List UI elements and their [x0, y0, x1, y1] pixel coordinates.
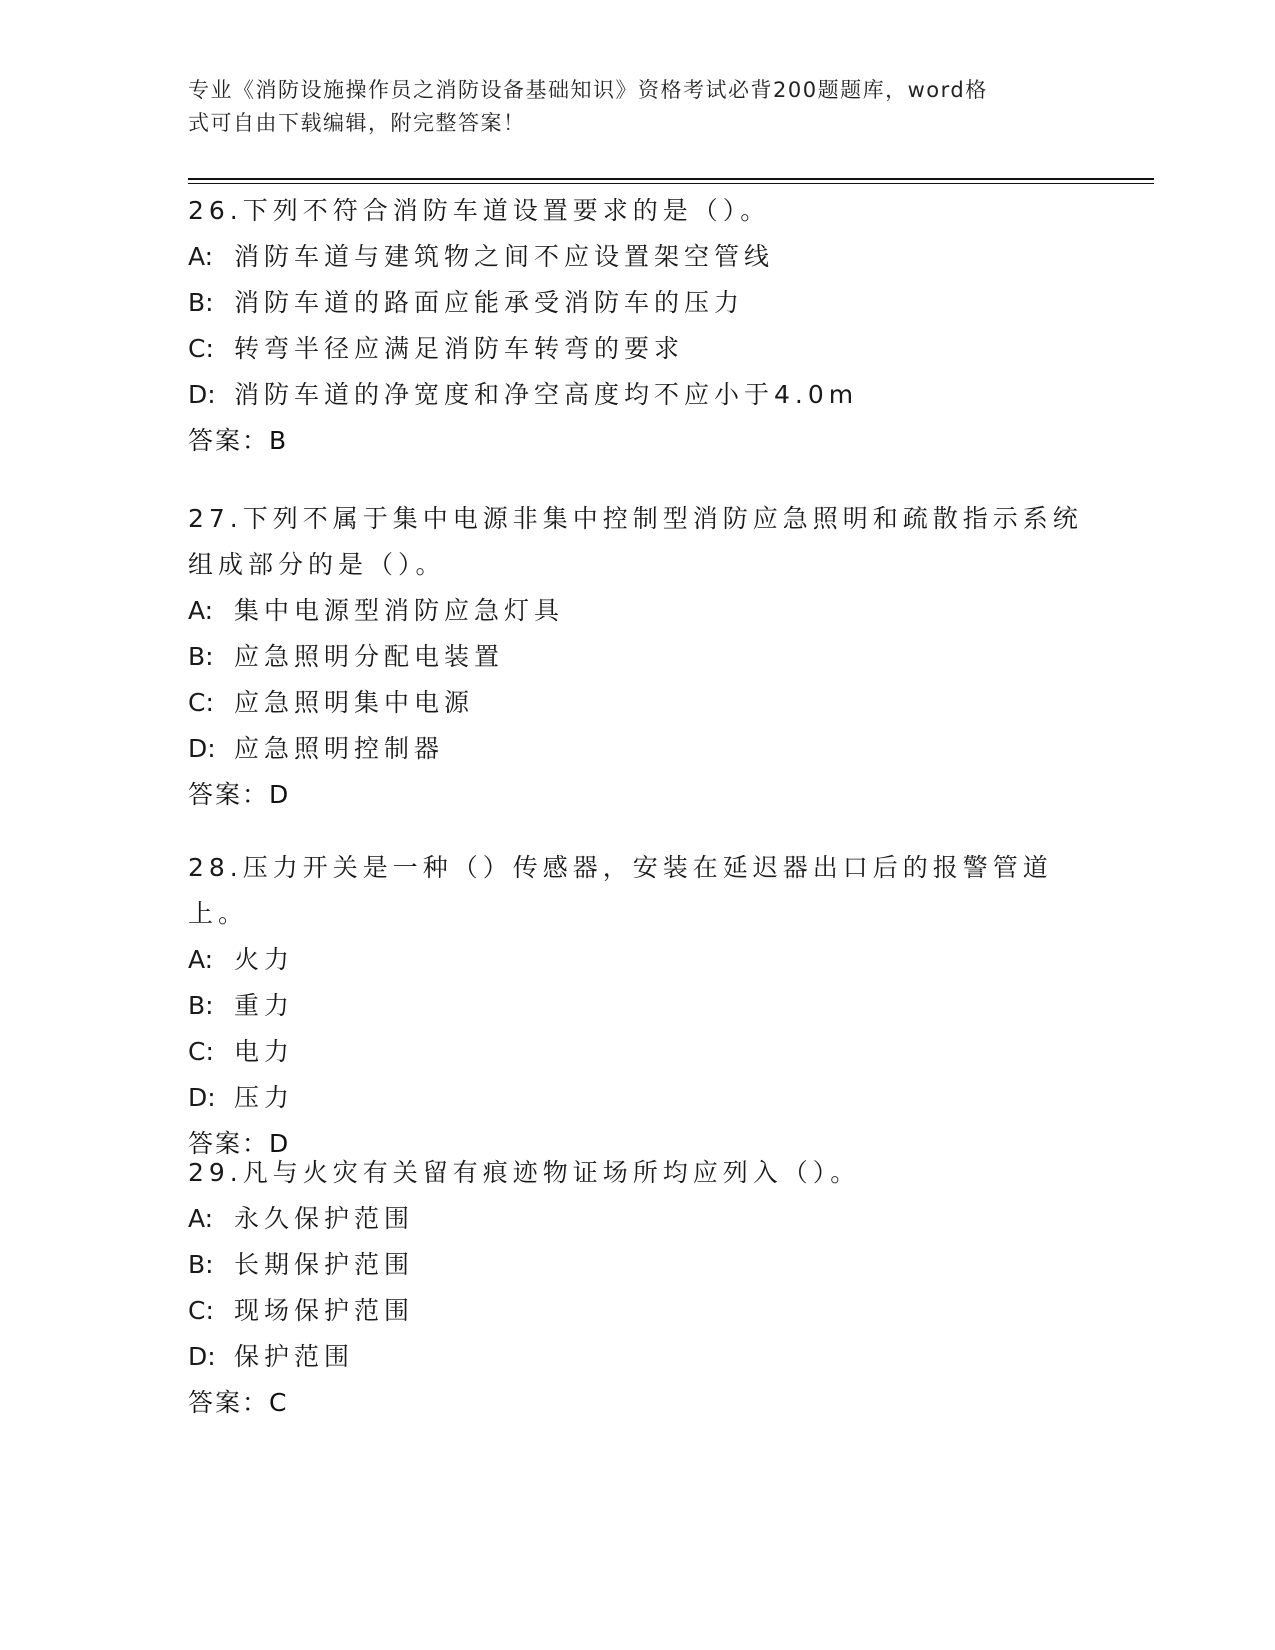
option-a: [188, 1196, 1088, 1242]
header-divider-thin: [188, 183, 1154, 184]
option-text: 重力: [234, 991, 295, 1020]
option-text: 长期保护范围: [234, 1250, 415, 1279]
option-text: 转弯半径应满足消防车转弯的要求: [234, 334, 685, 363]
question-stem: 26.下列不符合消防车道设置要求的是（）。: [188, 196, 771, 225]
option-c: [188, 326, 1088, 372]
option-key: C:: [188, 1296, 214, 1325]
option-key: B:: [188, 1250, 214, 1279]
option-key: A:: [188, 596, 214, 625]
question-stem: 29.凡与火灾有关留有痕迹物证场所均应列入（）。: [188, 1158, 861, 1187]
option-key: D:: [188, 1342, 216, 1371]
answer-label: 答案：D: [188, 780, 291, 809]
option-d: [188, 1334, 1088, 1380]
option-text: 现场保护范围: [234, 1296, 415, 1325]
option-key: C:: [188, 1037, 214, 1066]
option-a: [188, 937, 1088, 983]
option-text: 永久保护范围: [234, 1204, 415, 1233]
header-line-2: 式可自由下载编辑，附完整答案！: [188, 111, 526, 135]
option-key: B:: [188, 991, 214, 1020]
option-b: [188, 983, 1088, 1029]
option-key: B:: [188, 642, 214, 671]
answer-label: 答案：C: [188, 1388, 289, 1417]
option-text: 压力: [234, 1083, 295, 1112]
option-key: D:: [188, 734, 216, 763]
option-d: [188, 1075, 1088, 1121]
option-c: [188, 1288, 1088, 1334]
option-key: A:: [188, 1204, 214, 1233]
option-key: D:: [188, 1083, 216, 1112]
answer-label: 答案：B: [188, 426, 289, 455]
question-28: [188, 845, 1088, 1167]
option-key: A:: [188, 945, 214, 974]
option-key: C:: [188, 688, 214, 717]
option-text: 应急照明集中电源: [234, 688, 475, 717]
option-key: D:: [188, 380, 216, 409]
question-29: [188, 1150, 1088, 1426]
header-line-1: 专业《消防设施操作员之消防设备基础知识》资格考试必背200题题库，word格: [188, 78, 988, 102]
header-divider-thick: [188, 178, 1154, 180]
option-d: [188, 726, 1088, 772]
option-b: [188, 634, 1088, 680]
option-text: 消防车道的路面应能承受消防车的压力: [234, 288, 745, 317]
option-b: [188, 1242, 1088, 1288]
question-27: [188, 496, 1088, 818]
option-text: 火力: [234, 945, 295, 974]
option-key: B:: [188, 288, 214, 317]
option-text: 集中电源型消防应急灯具: [234, 596, 565, 625]
option-c: [188, 680, 1088, 726]
option-text: 保护范围: [234, 1342, 355, 1371]
question-26: [188, 188, 1088, 464]
question-stem: 27.下列不属于集中电源非集中控制型消防应急照明和疏散指示系统组成部分的是（）。: [188, 504, 1083, 579]
question-stem: 28.压力开关是一种（）传感器，安装在延迟器出口后的报警管道上。: [188, 853, 1053, 928]
option-text: 应急照明控制器: [234, 734, 445, 763]
option-text: 电力: [234, 1037, 295, 1066]
option-a: [188, 588, 1088, 634]
answer-label: 答案：D: [188, 1129, 291, 1158]
option-c: [188, 1029, 1088, 1075]
option-key: A:: [188, 242, 214, 271]
option-b: [188, 280, 1088, 326]
option-key: C:: [188, 334, 214, 363]
option-text: 应急照明分配电装置: [234, 642, 505, 671]
option-d: [188, 372, 1088, 418]
option-a: [188, 234, 1088, 280]
document-header: [188, 74, 1078, 140]
option-text: 消防车道的净宽度和净空高度均不应小于4.0m: [234, 380, 859, 409]
option-text: 消防车道与建筑物之间不应设置架空管线: [234, 242, 775, 271]
